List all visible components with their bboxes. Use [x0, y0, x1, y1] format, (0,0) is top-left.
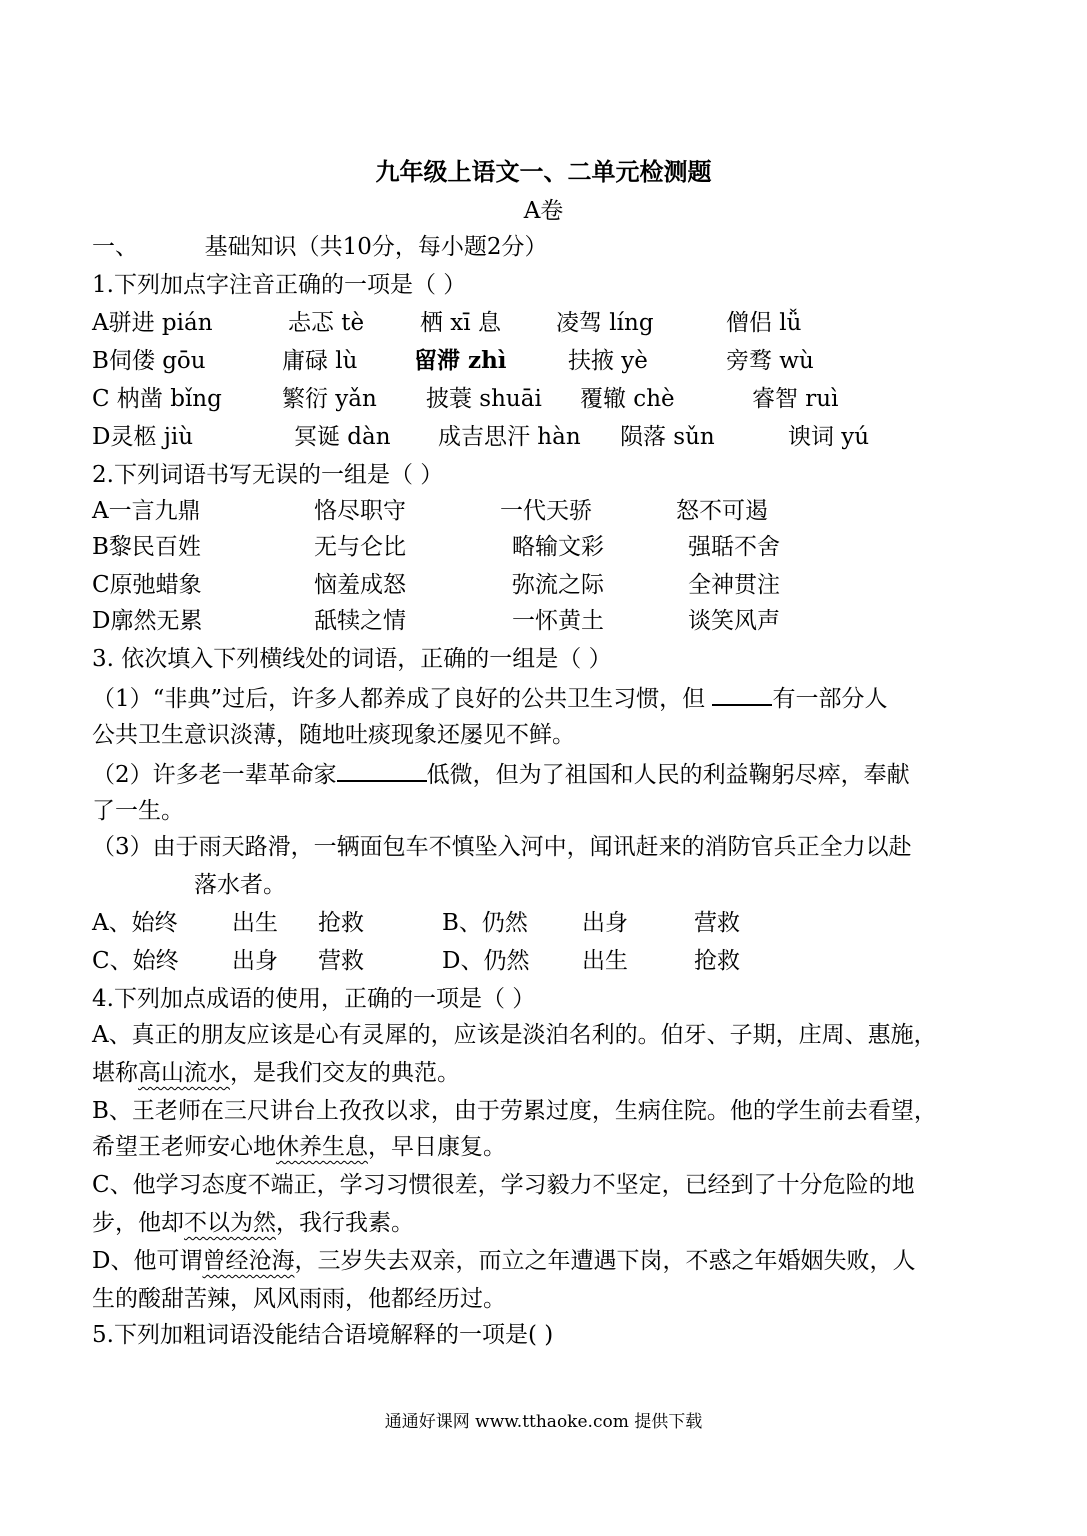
section-number: 一、: [92, 234, 138, 260]
q3-option: 出生: [232, 910, 278, 936]
q3-s1-text: （1）“非典”过后，许多人都养成了良好的公共卫生习惯，但: [92, 686, 713, 712]
q3-s2-text: （2）许多老一辈革命家: [92, 762, 337, 788]
q4-text: 步，他却: [92, 1210, 184, 1236]
q2-option: D廓然无累: [92, 608, 203, 634]
q2-option: 弥流之际: [512, 572, 604, 598]
q3-s2-text: 低微，但为了祖国和人民的利益鞠躬尽瘁，奉献: [426, 762, 910, 788]
question-3-stem: 3. 依次填入下列横线处的词语，正确的一组是（ ）: [92, 646, 612, 672]
q3-sentence-1-cont: 公共卫生意识淡薄，随地吐痰现象还屡见不鲜。: [92, 722, 575, 748]
q2-option: 恼羞成怒: [314, 572, 406, 598]
q4-option-c: C、他学习态度不端正，学习习惯很差，学习毅力不坚定，已经到了十分危险的地: [92, 1172, 915, 1198]
q4-option-d: [92, 1246, 915, 1276]
q3-sentence-3: （3）由于雨天路滑，一辆面包车不慎坠入河中，闻讯赶来的消防官兵正全力以赴: [92, 834, 912, 860]
q1-row-a: [92, 308, 992, 338]
section-label: 基础知识（共10分，每小题2分）: [204, 234, 548, 260]
q3-option: 抢救: [318, 910, 364, 936]
q1-option: 忐忑 tè: [288, 310, 365, 336]
q4-option-c-cont: [92, 1208, 414, 1238]
q2-row-c: [92, 570, 992, 600]
q2-option: 略输文彩: [512, 534, 604, 560]
section-heading: [92, 232, 548, 262]
q3-option: A、始终: [92, 910, 178, 936]
q4-option-b: B、王老师在三尺讲台上孜孜以求，由于劳累过度，生病住院。他的学生前去看望，: [92, 1098, 937, 1124]
q2-option: 谈笑风声: [688, 608, 780, 634]
fill-blank: [712, 682, 772, 706]
q4-text: ，是我们交友的典范。: [230, 1060, 460, 1086]
q3-option: 出生: [582, 948, 628, 974]
q1-option: 僧侣 lǚ: [726, 310, 802, 336]
q2-option: 恪尽职守: [314, 498, 406, 524]
q1-option: 栖 xī 息: [420, 310, 501, 336]
q3-options-row-1: [92, 908, 992, 938]
q3-option: 营救: [318, 948, 364, 974]
q2-row-a: [92, 496, 992, 526]
q1-option: 庸碌 lù: [282, 348, 358, 374]
q3-s1-text: 有一部分人: [772, 686, 888, 712]
q1-row-c: [92, 384, 992, 414]
q3-option: 抢救: [694, 948, 740, 974]
marked-idiom: 曾经沧海: [202, 1248, 295, 1274]
q1-option: 扶掖 yè: [568, 348, 648, 374]
q3-options-row-2: [92, 946, 992, 976]
q4-text: D、他可谓: [92, 1248, 203, 1274]
q1-option: 披蓑 shuāi: [426, 386, 542, 412]
q4-text: ，三岁失去双亲，而立之年遭遇下岗，不惑之年婚姻失败，人: [294, 1248, 916, 1274]
q2-option: 一怀黄土: [512, 608, 604, 634]
q2-option: 强聒不舍: [688, 534, 780, 560]
q2-row-d: [92, 606, 992, 636]
q1-option: D灵柩 jiù: [92, 424, 194, 450]
q4-text: 希望王老师安心地: [92, 1134, 276, 1160]
q2-row-b: [92, 532, 992, 562]
fill-blank: [337, 758, 427, 782]
q3-sentence-2-cont: 了一生。: [92, 798, 184, 824]
q1-option: B伺偻 gōu: [92, 348, 206, 374]
q4-text: 堪称: [92, 1060, 138, 1086]
page-footer: 通通好课网 www.tthaoke.com 提供下载: [384, 1412, 703, 1432]
q1-row-d: [92, 422, 992, 452]
q3-sentence-1: [92, 682, 887, 714]
q1-row-b: [92, 346, 992, 376]
q1-option: 留滞 zhì: [414, 347, 507, 374]
question-5-stem: 5.下列加粗词语没能结合语境解释的一项是( ): [92, 1322, 554, 1348]
q3-option: C、始终: [92, 948, 179, 974]
marked-idiom: 休养生息: [276, 1134, 368, 1160]
question-1-stem: 1.下列加点字注音正确的一项是（ ）: [92, 272, 467, 298]
q1-option: 成吉思汗 hàn: [438, 424, 581, 450]
q1-option: 陨落 sǔn: [620, 424, 715, 450]
q3-option: B、仍然: [442, 910, 528, 936]
q2-option: 舐犊之情: [314, 608, 406, 634]
marked-idiom: 不以为然: [184, 1210, 276, 1236]
q1-option: A骈进 pián: [92, 310, 213, 336]
page-title: 九年级上语文一、二单元检测题: [375, 157, 712, 186]
q1-option: 繁衍 yǎn: [282, 386, 377, 412]
q4-text: ，我行我素。: [276, 1210, 414, 1236]
q3-sentence-3-cont: 落水者。: [194, 872, 286, 898]
q3-option: 营救: [694, 910, 740, 936]
question-4-stem: 4.下列加点成语的使用，正确的一项是（ ）: [92, 986, 536, 1012]
q1-option: 睿智 ruì: [752, 386, 839, 412]
question-2-stem: 2.下列词语书写无误的一组是（ ）: [92, 462, 444, 488]
q3-option: 出身: [232, 948, 278, 974]
q2-option: 无与仑比: [314, 534, 406, 560]
q1-option: 冥诞 dàn: [294, 424, 391, 450]
q4-option-a: A、真正的朋友应该是心有灵犀的，应该是淡泊名利的。伯牙、子期，庄周、惠施，: [92, 1022, 937, 1048]
q3-sentence-2: [92, 758, 910, 790]
q3-option: D、仍然: [442, 948, 530, 974]
q1-option: C 枘凿 bǐng: [92, 386, 222, 412]
q4-option-a-cont: [92, 1058, 460, 1088]
marked-idiom: 高山流水: [138, 1060, 230, 1086]
q4-option-b-cont: [92, 1132, 506, 1162]
q2-option: 一代天骄: [500, 498, 592, 524]
q2-option: 怒不可遏: [676, 498, 768, 524]
q4-text: ，早日康复。: [368, 1134, 506, 1160]
q3-option: 出身: [582, 910, 628, 936]
q1-option: 谀词 yú: [788, 424, 870, 450]
q2-option: B黎民百姓: [92, 534, 201, 560]
q1-option: 凌驾 líng: [556, 310, 654, 336]
q1-option: 覆辙 chè: [580, 386, 675, 412]
q2-option: C原弛蜡象: [92, 572, 202, 598]
q2-option: A一言九鼎: [92, 498, 201, 524]
q1-option: 旁骛 wù: [726, 348, 814, 374]
q4-option-d-cont: 生的酸甜苦辣，风风雨雨，他都经历过。: [92, 1286, 506, 1312]
q2-option: 全神贯注: [688, 572, 780, 598]
page-subtitle: A卷: [523, 198, 564, 224]
